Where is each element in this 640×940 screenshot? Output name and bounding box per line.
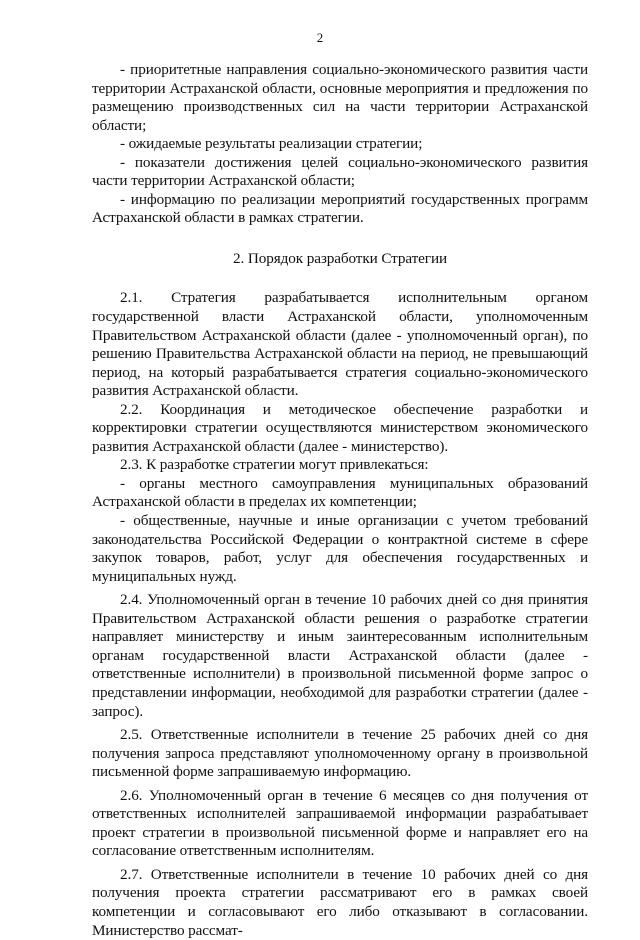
paragraph-2-3: 2.3. К разработке стратегии могут привлекаться: [120,456,429,474]
page-number: 2 [316,30,324,45]
paragraph-2-2: 2.2. Координация и методическое обеспечение разработки и корректировки стратегии осуществляются министерством экономического развития Астраханской области (далее - министерство). [92,400,588,455]
paragraph-2-5: 2.5. Ответственные исполнители в течение 25 рабочих дней со дня получения запроса представляют уполномоченному органу в произвольной письменной форме запрашиваемую информацию. [92,726,588,781]
paragraph-2-3-organizations: - общественные, научные и иные организации с учетом требований законодательства Российской Федерации о контрактной системе в сфере закупок товаров, работ, услуг для обеспечения государственных и муниципальных нужд. [92,512,588,585]
paragraph-priority-directions: - приоритетные направления социально-экономического развития части территории Астраханской области, основные мероприятия и предложения по размещению производственных сил на части территории Астраханской области; [92,61,588,134]
paragraph-2-4: 2.4. Уполномоченный орган в течение 10 рабочих дней со дня принятия Правительством Астраханской области решения о разработке стратегии направляет министерству и иным заинтересованным исполнительным органам государственной власти Астраханской области (далее - ответственные исполнители) в произвольной письменной форме запрос о представлении информации, необходимой для разработки стратегии (далее - запрос). [92,591,588,720]
paragraph-programs-info: - информацию по реализации мероприятий государственных программ Астраханской области в рамках стратегии. [92,190,588,227]
paragraph-2-6: 2.6. Уполномоченный орган в течение 6 месяцев со дня получения от ответственных исполнителей запрашиваемой информации разрабатывает проект стратегии в произвольной письменной форме и направляет его на согласование ответственным исполнителям. [92,786,588,860]
document-body [92,61,588,940]
paragraph-expected-results: - ожидаемые результаты реализации стратегии; [120,135,423,153]
paragraph-2-3-local-government: - органы местного самоуправления муниципальных образований Астраханской области в пределах их компетенции; [92,474,588,511]
paragraph-2-7: 2.7. Ответственные исполнители в течение 10 рабочих дней со дня получения проекта стратегии рассматривают его в рамках своей компетенции и согласовывают его либо отказывают в согласовании. Министерство рассмат- [92,865,588,939]
paragraph-indicators: - показатели достижения целей социально-экономического развития части территории Астраханской области; [92,153,588,190]
paragraph-2-1: 2.1. Стратегия разрабатывается исполнительным органом государственной власти Астраханской области, уполномоченным Правительством Астраханской области (далее - уполномоченный орган), по решению Правительства Астраханской области на период, не превышающий период, на который разрабатывается стратегия социально-экономического развития Астраханской области. [92,289,588,400]
section-heading: 2. Порядок разработки Стратегии [232,249,447,267]
